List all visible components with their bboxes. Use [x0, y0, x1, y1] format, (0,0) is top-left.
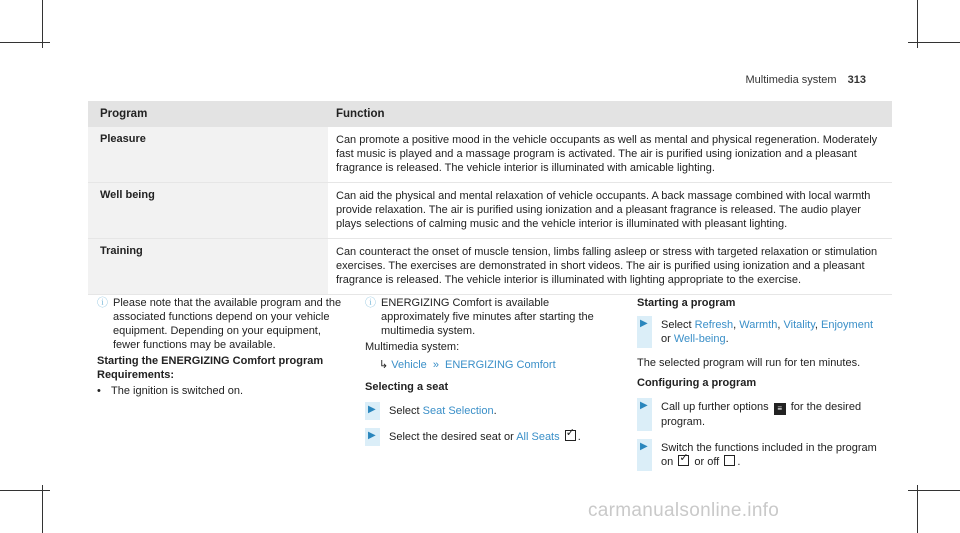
crop-mark [917, 485, 918, 533]
column-right [637, 296, 892, 479]
checkbox-checked-icon [565, 430, 576, 441]
section-title: Multimedia system [745, 74, 837, 86]
step-bar [637, 398, 652, 431]
page-number: 313 [847, 74, 866, 86]
or-text: or [661, 333, 671, 345]
seat-selection-link: Seat Selection [422, 405, 494, 417]
column-header: Program [88, 101, 328, 127]
crop-mark [908, 490, 960, 491]
step-text: Switch the functions included in the program on [661, 442, 877, 468]
section-heading: Selecting a seat [365, 381, 449, 393]
step [637, 439, 892, 471]
running-header [746, 74, 867, 86]
menu-path [365, 358, 615, 372]
crop-mark [42, 0, 43, 48]
bullet-text: The ignition is switched on. [111, 385, 244, 397]
step [365, 428, 615, 446]
vitality-link: Vitality [783, 319, 815, 331]
table-row [88, 239, 892, 295]
enjoyment-link: Enjoyment [821, 319, 874, 331]
well-being-link: Well-being [673, 333, 726, 345]
step-bar [365, 428, 380, 446]
arrow-icon: ▶ [640, 441, 648, 452]
path-separator-icon: » [432, 359, 439, 371]
program-name: Well being [88, 183, 328, 239]
table-row [88, 183, 892, 239]
arrow-icon: ▶ [368, 404, 376, 415]
refresh-link: Refresh [694, 319, 734, 331]
step-text: Select [661, 319, 692, 331]
crop-mark [0, 42, 50, 43]
column-left [97, 296, 342, 398]
column-middle [365, 296, 615, 454]
punctuation: . [577, 431, 581, 443]
options-icon: ≡ [774, 403, 786, 415]
path-vehicle: Vehicle [391, 359, 427, 371]
info-icon: ⓘ [365, 297, 376, 309]
program-name: Training [88, 239, 328, 295]
crop-mark [917, 0, 918, 48]
step-text: Call up further options [661, 401, 769, 413]
list-item [97, 384, 342, 398]
crop-mark [0, 490, 50, 491]
section-heading: Starting the ENERGIZING Comfort program [97, 355, 324, 367]
watermark: carmanualsonline.info [588, 500, 780, 521]
table-header-row [88, 101, 892, 127]
bullet-icon: • [97, 385, 101, 397]
punctuation: . [737, 456, 741, 468]
step-text: or off [694, 456, 720, 468]
crop-mark [908, 42, 960, 43]
info-icon: ⓘ [97, 297, 108, 309]
arrow-icon: ▶ [640, 318, 648, 329]
all-seats-link: All Seats [516, 431, 560, 443]
warmth-link: Warmth [739, 319, 778, 331]
note [97, 296, 342, 352]
table-row [88, 127, 892, 183]
step-bar [637, 439, 652, 471]
arrow-icon: ▶ [368, 430, 376, 441]
step-text: Select [389, 405, 420, 417]
path-energizing: ENERGIZING Comfort [445, 359, 556, 371]
section-heading: Starting a program [637, 297, 736, 309]
note [365, 296, 615, 338]
column-header: Function [328, 101, 892, 127]
program-description: Can aid the physical and mental relaxation of vehicle occupants. A back massage combined with local warmth provide relaxation. The air is purified using ionization and a pleasant fragrance is released. The audio player plays selections of calming music and the vehicle interior is illuminated with pleasant lighting. [336, 190, 871, 230]
program-name: Pleasure [88, 127, 328, 183]
requirements-label: Requirements: [97, 369, 175, 381]
step [365, 402, 615, 420]
crop-mark [42, 485, 43, 533]
program-description: Can counteract the onset of muscle tension, limbs falling asleep or stress with targeted relaxation or stimulation exercises. The exercises are demonstrated in short videos. The air is purified using ionization and a pleasant fragrance is released. The vehicle interior is illuminated with lighting appropriate to the exercise. [336, 246, 878, 286]
program-description: Can promote a positive mood in the vehicle occupants as well as mental and physical regeneration. Moderately fast music is played and a massage program is activated. The air is purified using ionization and a pleasant fragrance is released. The vehicle interior is illuminated with amicable lighting. [336, 134, 878, 174]
section-heading: Configuring a program [637, 377, 757, 389]
paragraph: The selected program will run for ten minutes. [637, 357, 861, 369]
note-text: Please note that the available program and the associated functions depend on your vehicle equipment. Depending on your equipment, fewer functions may be available. [113, 297, 342, 351]
arrow-icon: ▶ [640, 400, 648, 411]
system-label: Multimedia system: [365, 341, 460, 353]
step [637, 398, 892, 431]
program-table [88, 101, 892, 295]
step: ▶ Select Refresh, Warmth, Vitality, Enjoyment or Well-being. [637, 316, 892, 348]
checkbox-unchecked-icon [724, 455, 735, 466]
step-bar [637, 316, 652, 348]
step-text: for the desired program. [661, 401, 862, 428]
step-bar [365, 402, 380, 420]
punctuation: . [493, 405, 497, 417]
checkbox-checked-icon [678, 455, 689, 466]
step-text: Select the desired seat or [389, 431, 514, 443]
note-text: ENERGIZING Comfort is available approximately five minutes after starting the multimedia system. [381, 297, 594, 337]
path-arrow-icon: ↳ [379, 359, 389, 371]
